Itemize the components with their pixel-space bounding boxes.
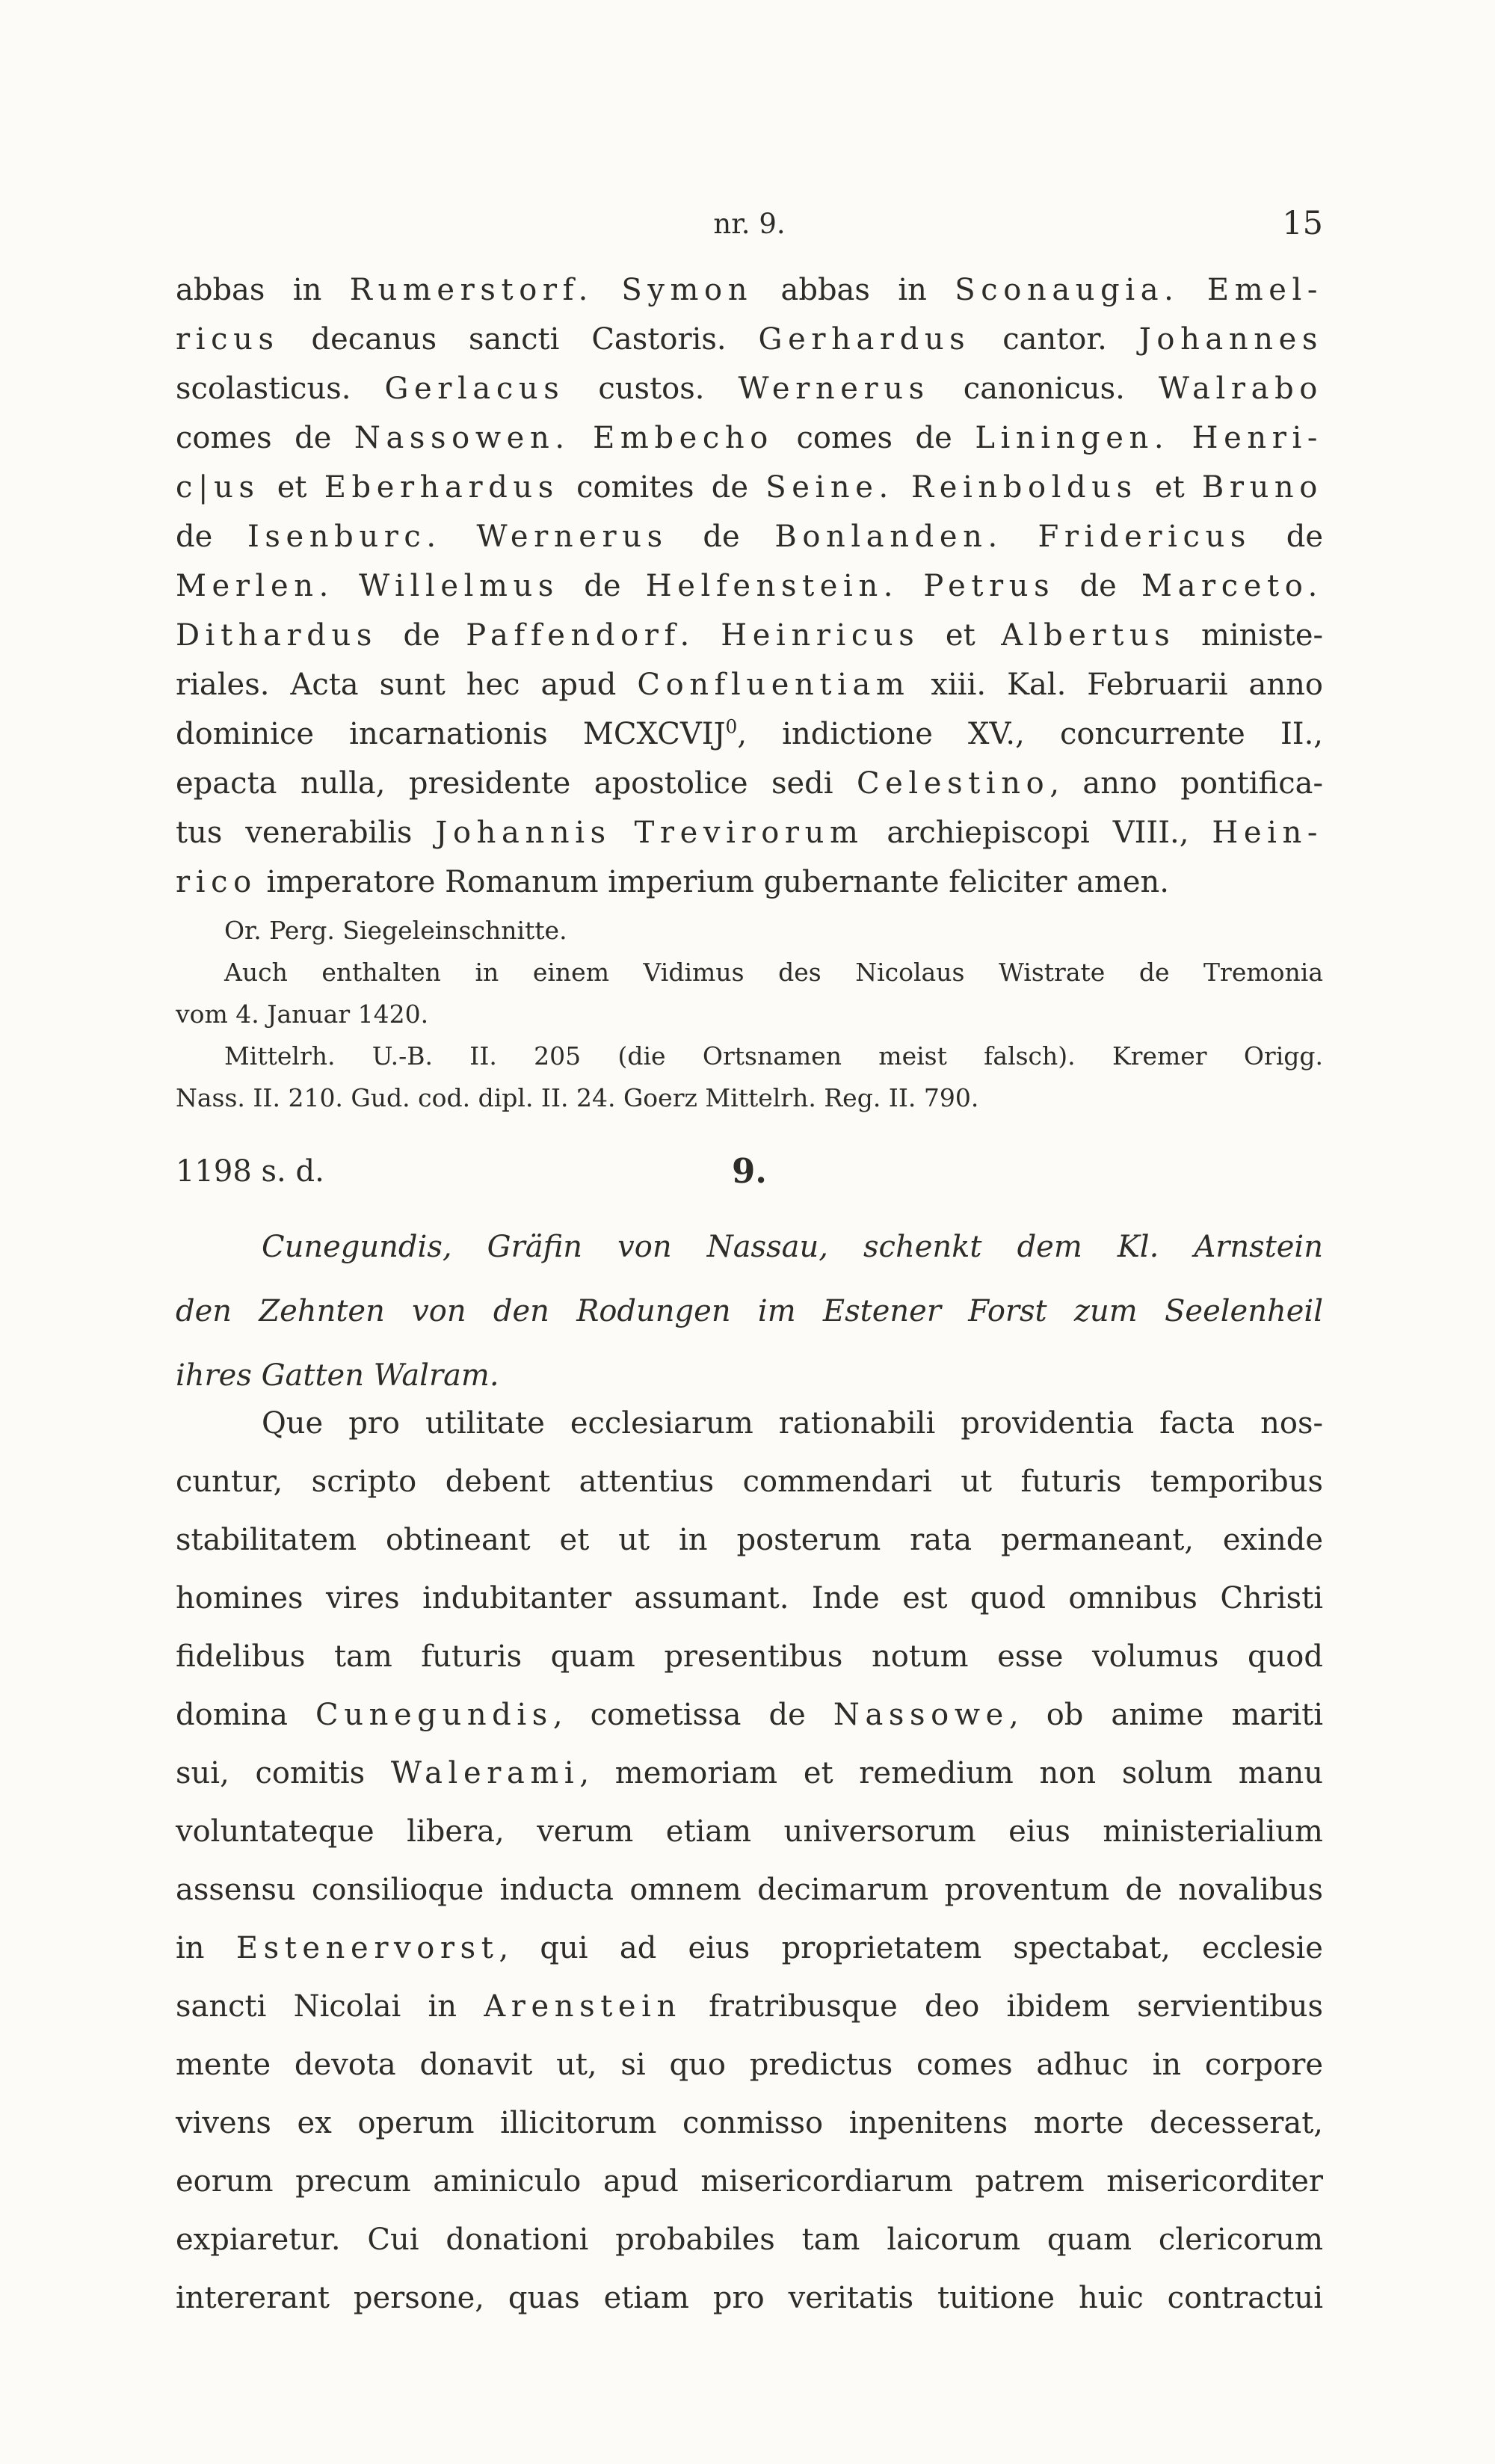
text-line: Dithardus de Paffendorf. Heinricus et Albertus ministe- — [176, 618, 1324, 653]
letterspaced-name: Henri- — [1192, 421, 1323, 455]
text-line: domina Cunegundis, cometissa de Nassowe, ob anime mariti — [176, 1698, 1323, 1732]
text-line: Cunegundis, Gräfin von Nassau, schenkt dem Kl. Arnstein — [262, 1230, 1323, 1264]
entry-9-regest — [176, 1215, 1323, 1408]
letterspaced-name: c|us — [176, 470, 260, 505]
letterspaced-name: Nassowe — [833, 1698, 1009, 1732]
letterspaced-name: Hein- — [1212, 816, 1323, 850]
letterspaced-name: Rumerstorf. — [349, 273, 594, 307]
letterspaced-name: rico — [176, 865, 257, 899]
letterspaced-name: Bruno — [1201, 470, 1323, 505]
text-line: voluntateque libera, verum etiam universorum eius ministerialium — [176, 1814, 1323, 1849]
letterspaced-name: Johannes — [1138, 322, 1323, 357]
text-line: comes de Nassowen. Embecho comes de Liningen. Henri- — [176, 421, 1323, 455]
text-line: Or. Perg. Siegeleinschnitte. — [224, 916, 567, 945]
letterspaced-name: Confluentiam — [637, 668, 910, 702]
letterspaced-name: Reinboldus — [911, 470, 1138, 505]
text-line: Merlen. Willelmus de Helfenstein. Petrus de Marceto. — [176, 569, 1323, 603]
text-line: de Isenburc. Wernerus de Bonlanden. Fridericus de — [176, 520, 1323, 554]
letterspaced-name: Wernerus — [738, 372, 930, 406]
entry-9-heading-row — [176, 1151, 1323, 1204]
text-line: ihres Gatten Walram. — [176, 1358, 499, 1393]
letterspaced-name: Gerlacus — [384, 372, 565, 406]
letterspaced-name: Marceto. — [1141, 569, 1323, 603]
text-line: in Estenervorst, qui ad eius proprietatem spectabat, ecclesie — [176, 1931, 1323, 1965]
letterspaced-name: Merlen. — [176, 569, 334, 603]
letterspaced-name: Cunegundis — [315, 1698, 553, 1732]
text-line: cuntur, scripto debent attentius commendari ut futuris temporibus — [176, 1464, 1323, 1499]
text-line: dominice incarnationis MCXCVIJ$^0$, indictione XV., concurrente II., — [176, 715, 1323, 751]
letterspaced-name: Heinricus — [721, 618, 920, 653]
text-line: c|us et Eberhardus comites de Seine. Reinboldus et Bruno — [176, 470, 1323, 505]
letterspaced-name: Liningen. — [975, 421, 1170, 455]
text-line: expiaretur. Cui donationi probabiles tam laicorum quam clericorum — [176, 2223, 1323, 2257]
text-line: tus venerabilis Johannis Trevirorum archiepiscopi VIII., Hein- — [176, 816, 1323, 850]
letterspaced-name: Paffendorf. — [466, 618, 695, 653]
letterspaced-name: Nassowen. — [354, 421, 570, 455]
letterspaced-name: Johannis — [435, 816, 611, 850]
letterspaced-name: Fridericus — [1038, 520, 1252, 554]
text-line: ricus decanus sancti Castoris. Gerhardus cantor. Johannes — [176, 322, 1323, 357]
letterspaced-name: Petrus — [923, 569, 1055, 603]
letterspaced-name: Celestino — [856, 766, 1050, 801]
letterspaced-name: Emel- — [1206, 273, 1324, 307]
text-line: den Zehnten von den Rodungen im Estener Forst zum Seelenheil — [176, 1294, 1323, 1328]
text-line: riales. Acta sunt hec apud Confluentiam xiii. Kal. Februarii anno — [176, 668, 1323, 702]
text-line: vom 4. Januar 1420. — [176, 1000, 429, 1029]
text-line: vivens ex operum illicitorum conmisso inpenitens morte decesserat, — [176, 2106, 1323, 2140]
letterspaced-name: Estenervorst — [235, 1931, 499, 1965]
letterspaced-name: Walrabo — [1158, 372, 1323, 406]
letterspaced-name: Gerhardus — [758, 322, 971, 357]
text-line: sui, comitis Walerami, memoriam et remedium non solum manu — [176, 1756, 1323, 1790]
letterspaced-name: Dithardus — [176, 618, 377, 653]
letterspaced-name: Willelmus — [359, 569, 560, 603]
text-line: assensu consilioque inducta omnem decimarum proventum de novalibus — [176, 1873, 1323, 1907]
text-line: rico imperatore Romanum imperium gubernante feliciter amen. — [176, 865, 1169, 899]
text-line: Auch enthalten in einem Vidimus des Nicolaus Wistrate de Tremonia — [224, 958, 1323, 987]
letterspaced-name: Symon — [621, 273, 753, 307]
entry-9-body-paragraph — [176, 1394, 1323, 2327]
text-line: abbas in Rumerstorf. Symon abbas in Sconaugia. Emel- — [176, 273, 1324, 307]
text-line: Mittelrh. U.-B. II. 205 (die Ortsnamen meist falsch). Kremer Origg. — [224, 1041, 1323, 1071]
letterspaced-name: Isenburc. — [247, 520, 442, 554]
running-head: nr. 9. — [713, 208, 786, 240]
superscript: 0 — [725, 715, 738, 738]
entry-8-witness-paragraph — [176, 265, 1323, 907]
letterspaced-name: Trevirorum — [634, 816, 864, 850]
letterspaced-name: Walerami — [390, 1756, 580, 1790]
text-line: homines vires indubitanter assumant. Inde est quod omnibus Christi — [176, 1581, 1323, 1616]
letterspaced-name: Bonlanden. — [774, 520, 1003, 554]
letterspaced-name: Seine. — [765, 470, 894, 505]
text-line: fidelibus tam futuris quam presentibus notum esse volumus quod — [176, 1639, 1323, 1674]
text-line: Nass. II. 210. Gud. cod. dipl. II. 24. Goerz Mittelrh. Reg. II. 790. — [176, 1083, 979, 1112]
text-line: Que pro utilitate ecclesiarum rationabili providentia facta nos- — [262, 1406, 1323, 1441]
letterspaced-name: Albertus — [1001, 618, 1176, 653]
text-line: epacta nulla, presidente apostolice sedi Celestino, anno pontifica- — [176, 766, 1323, 801]
page-header — [176, 205, 1323, 253]
letterspaced-name: ricus — [176, 322, 280, 357]
entry-9-date-label: 1198 s. d. — [176, 1154, 324, 1189]
page-number: 15 — [1282, 205, 1323, 242]
text-line: eorum precum aminiculo apud misericordiarum patrem misericorditer — [176, 2164, 1323, 2199]
text-line: stabilitatem obtineant et ut in posterum rata permaneant, exinde — [176, 1523, 1323, 1557]
entry-9-number: 9. — [732, 1151, 767, 1191]
text-line: intererant persone, quas etiam pro veritatis tuitione huic contractui — [176, 2281, 1323, 2315]
text-line: mente devota donavit ut, si quo predictus comes adhuc in corpore — [176, 2048, 1323, 2082]
letterspaced-name: Embecho — [593, 421, 774, 455]
text-line: scolasticus. Gerlacus custos. Wernerus canonicus. Walrabo — [176, 372, 1323, 406]
letterspaced-name: Wernerus — [476, 520, 668, 554]
letterspaced-name: Eberhardus — [324, 470, 559, 505]
entry-8-notes — [176, 910, 1323, 1119]
letterspaced-name: Arenstein — [484, 1989, 682, 2024]
letterspaced-name: Sconaugia. — [955, 273, 1180, 307]
text-line: sancti Nicolai in Arenstein fratribusque deo ibidem servientibus — [176, 1989, 1323, 2024]
letterspaced-name: Helfenstein. — [645, 569, 899, 603]
